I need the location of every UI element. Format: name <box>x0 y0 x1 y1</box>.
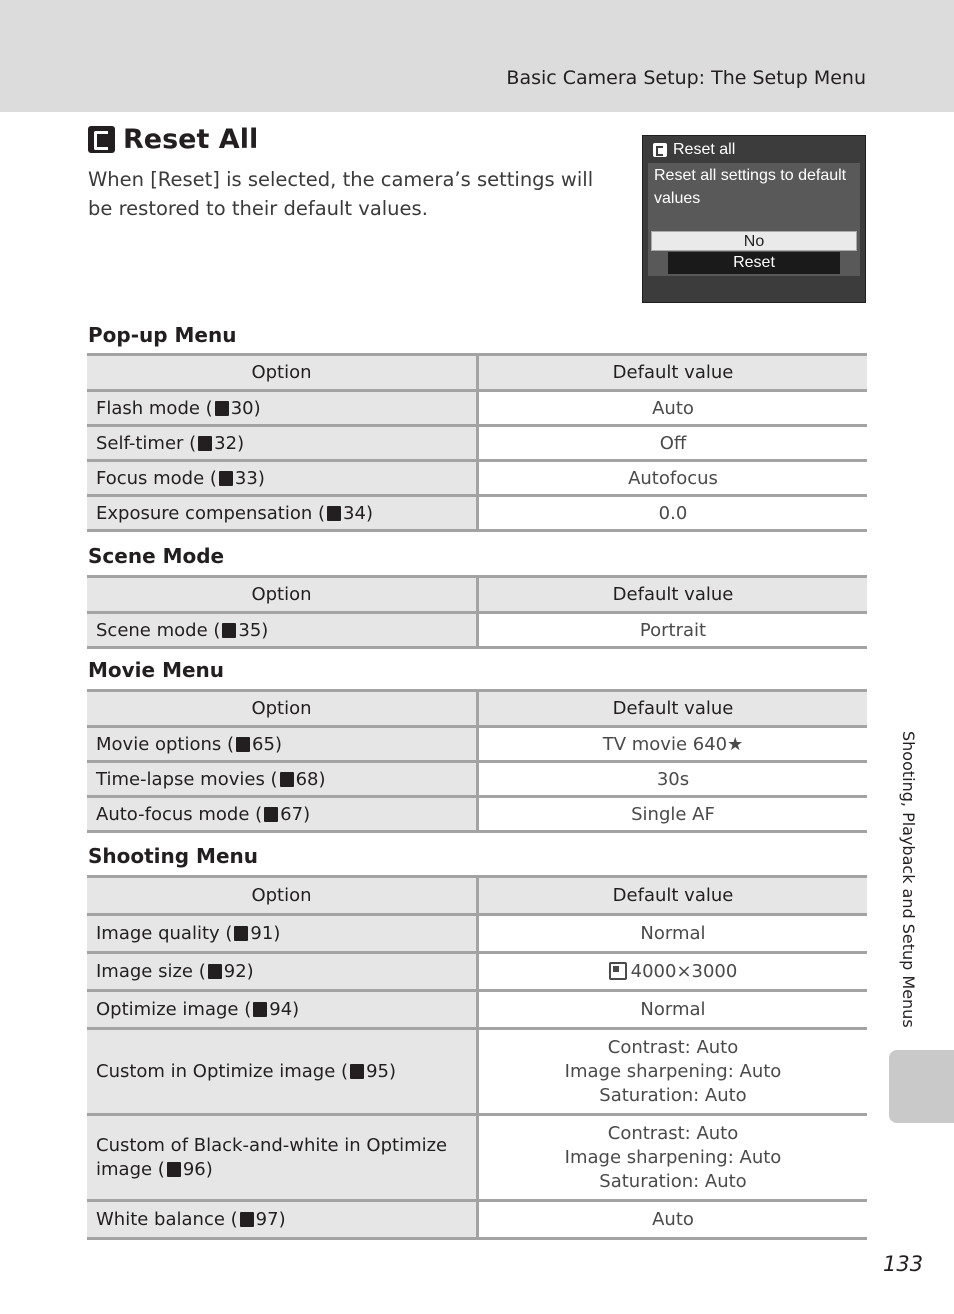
default-value-cell: 0.0 <box>478 496 868 531</box>
table-header-row <box>87 691 867 727</box>
intro-paragraph: When [Reset] is selected, the camera’s settings will be restored to their default values. <box>88 168 594 220</box>
section-heading-shooting-menu: Shooting Menu <box>88 844 258 868</box>
table-row <box>87 461 867 496</box>
screen-dialog <box>648 163 860 276</box>
page-number: 133 <box>883 1252 924 1276</box>
screen-message: Reset all settings to default values <box>654 167 847 207</box>
table-row <box>87 991 867 1029</box>
default-value-cell: Normal <box>478 991 868 1029</box>
option-cell: Movie options ( 65) <box>87 727 478 762</box>
screen-title-text: Reset all <box>673 141 736 158</box>
option-cell: Auto-focus mode ( 67) <box>87 797 478 832</box>
table-row <box>87 613 867 648</box>
column-header-default: Default value <box>478 355 868 391</box>
page-reference-icon <box>208 964 222 979</box>
table-header-row <box>87 877 867 915</box>
table-row <box>87 762 867 797</box>
column-header-option: Option <box>87 877 478 915</box>
column-header-default: Default value <box>478 691 868 727</box>
page-reference-icon <box>234 926 248 941</box>
default-value-cell: Contrast: Auto Image sharpening: Auto Saturation: Auto <box>478 1029 868 1115</box>
page-reference-icon <box>167 1162 181 1177</box>
page-reference-icon <box>236 737 250 752</box>
page-reference-icon <box>280 772 294 787</box>
page-reference-icon <box>215 401 229 416</box>
default-value-cell: 4000×3000 <box>478 953 868 991</box>
table-row <box>87 496 867 531</box>
column-header-option: Option <box>87 355 478 391</box>
table-row <box>87 1201 867 1239</box>
table-header-row <box>87 355 867 391</box>
page-reference-icon <box>350 1064 364 1079</box>
page-reference-icon <box>327 506 341 521</box>
image-size-icon <box>609 962 627 980</box>
table-row <box>87 426 867 461</box>
column-header-default: Default value <box>478 877 868 915</box>
option-cell: Custom of Black-and-white in Optimize image ( 96) <box>87 1115 478 1201</box>
table-header-row <box>87 577 867 613</box>
section-heading-movie-menu: Movie Menu <box>88 658 225 682</box>
default-value-cell: Single AF <box>478 797 868 832</box>
default-value-cell: Contrast: Auto Image sharpening: Auto Saturation: Auto <box>478 1115 868 1201</box>
shooting-menu-table <box>87 875 867 1240</box>
screen-option-reset: Reset <box>668 252 840 274</box>
default-value-cell: Autofocus <box>478 461 868 496</box>
side-section-label: Shooting, Playback and Setup Menus <box>899 731 918 1028</box>
setup-menu-icon <box>653 143 667 157</box>
scene-mode-table <box>87 575 867 649</box>
option-cell: Image quality ( 91) <box>87 915 478 953</box>
popup-menu-table <box>87 353 867 532</box>
table-row <box>87 1029 867 1115</box>
table-row <box>87 391 867 426</box>
default-value-cell: TV movie 640★ <box>478 727 868 762</box>
camera-screen-preview <box>642 135 866 303</box>
setup-menu-icon <box>88 126 115 153</box>
option-cell: Flash mode ( 30) <box>87 391 478 426</box>
default-value-cell: 30s <box>478 762 868 797</box>
page-reference-icon <box>264 807 278 822</box>
default-value-cell: Auto <box>478 1201 868 1239</box>
default-value-cell: Off <box>478 426 868 461</box>
table-row <box>87 915 867 953</box>
column-header-default: Default value <box>478 577 868 613</box>
table-row <box>87 953 867 991</box>
screen-option-no: No <box>651 231 857 251</box>
page-reference-icon <box>198 436 212 451</box>
table-row <box>87 727 867 762</box>
column-header-option: Option <box>87 577 478 613</box>
option-cell: Image size ( 92) <box>87 953 478 991</box>
option-cell: Time-lapse movies ( 68) <box>87 762 478 797</box>
option-cell: Custom in Optimize image ( 95) <box>87 1029 478 1115</box>
option-cell: Scene mode ( 35) <box>87 613 478 648</box>
side-thumb-tab <box>889 1050 954 1123</box>
option-cell: White balance ( 97) <box>87 1201 478 1239</box>
page-reference-icon <box>253 1002 267 1017</box>
default-value-cell: Portrait <box>478 613 868 648</box>
column-header-option: Option <box>87 691 478 727</box>
option-cell: Exposure compensation ( 34) <box>87 496 478 531</box>
page-title <box>88 124 258 155</box>
page-reference-icon <box>219 471 233 486</box>
default-value-cell: Auto <box>478 391 868 426</box>
screen-title <box>653 141 735 159</box>
table-row <box>87 797 867 832</box>
page-reference-icon <box>240 1212 254 1227</box>
option-cell: Self-timer ( 32) <box>87 426 478 461</box>
table-row <box>87 1115 867 1201</box>
option-cell: Focus mode ( 33) <box>87 461 478 496</box>
section-heading-popup-menu: Pop-up Menu <box>88 323 237 347</box>
page-reference-icon <box>222 623 236 638</box>
movie-menu-table <box>87 689 867 833</box>
option-cell: Optimize image ( 94) <box>87 991 478 1029</box>
section-heading-scene-mode: Scene Mode <box>88 544 225 568</box>
page-title-text: Reset All <box>123 124 259 155</box>
running-header: Basic Camera Setup: The Setup Menu <box>506 67 866 89</box>
default-value-cell: Normal <box>478 915 868 953</box>
header-band <box>0 0 954 112</box>
